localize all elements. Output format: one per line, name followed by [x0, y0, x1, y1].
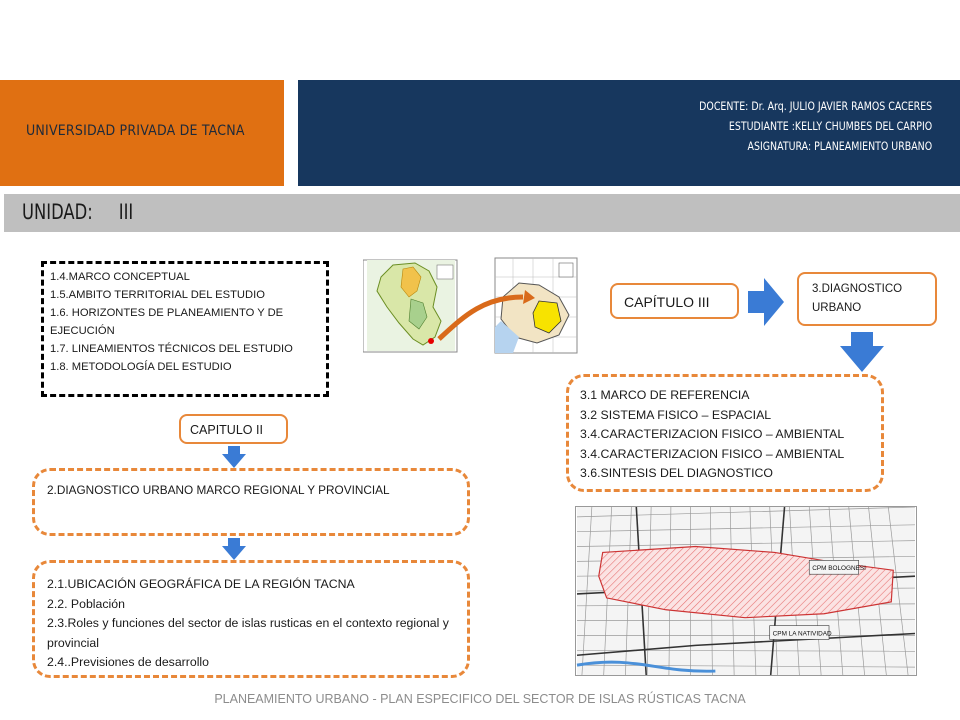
chapter1-item: 1.5.AMBITO TERRITORIAL DEL ESTUDIO [50, 289, 265, 301]
chapter1-topics-box [41, 261, 329, 397]
chapter3-item: 3.1 MARCO DE REFERENCIA [580, 388, 750, 402]
footer-text: PLANEAMIENTO URBANO - PLAN ESPECIFICO DEL SECTOR DE ISLAS RÚSTICAS TACNA [214, 692, 746, 706]
arrow-down-icon [222, 446, 246, 468]
urban-map-label: CPM LA NATIVIDAD [772, 630, 832, 638]
chapter3-item: 3.4.CARACTERIZACION FISICO – AMBIENTAL [580, 427, 845, 442]
chapter1-item: 1.4.MARCO CONCEPTUAL [50, 271, 190, 283]
university-name: UNIVERSIDAD PRIVADA DE TACNA [26, 123, 245, 139]
arrow-down-icon [222, 538, 246, 560]
chapter2-label: CAPITULO II [179, 414, 288, 444]
arrow-down-icon [840, 332, 884, 372]
chapter3-item: 3.2 SISTEMA FISICO – ESPACIAL [580, 407, 772, 422]
chapter3-topics-box [566, 374, 884, 492]
chapter3-label: CAPÍTULO III [610, 283, 739, 319]
course-info-banner [298, 80, 960, 186]
docente-line: DOCENTE: Dr. Arq. JULIO JAVIER RAMOS CACERES [698, 99, 932, 113]
chapter2-topics-box [32, 560, 470, 678]
estudiante-line: ESTUDIANTE :KELLY CHUMBES DEL CARPIO [728, 119, 932, 133]
chapter1-item: 1.7. LINEAMIENTOS TÉCNICOS DEL ESTUDIO [50, 343, 293, 355]
chapter1-item: 1.8. METODOLOGÍA DEL ESTUDIO [50, 361, 232, 373]
urban-sector-map [575, 506, 917, 676]
chapter1-item: 1.6. HORIZONTES DE PLANEAMIENTO Y DE EJECUCIÓN [50, 307, 284, 337]
regional-diagnosis-box [32, 468, 470, 536]
regional-diagnosis-text: 2.DIAGNOSTICO URBANO MARCO REGIONAL Y PROVINCIAL [47, 483, 390, 497]
chapter2-item: 2.2. Población [47, 596, 125, 611]
chapter3-item: 3.4.CARACTERIZACION FISICO – AMBIENTAL [580, 446, 845, 461]
unit-bar [4, 194, 960, 232]
peru-location-map [363, 257, 579, 355]
chapter2-item: 2.3.Roles y funciones del sector de islas rusticas en el contexto regional y provincial [47, 616, 449, 650]
chapter3-item: 3.6.SINTESIS DEL DIAGNOSTICO [580, 466, 773, 481]
unit-label: UNIDAD: III [22, 200, 134, 224]
university-banner [0, 80, 284, 186]
arrow-right-icon [748, 278, 784, 326]
urban-diagnosis-line: URBANO [812, 302, 862, 314]
urban-map-label: CPM BOLOGNESI [812, 565, 866, 573]
urban-diagnosis-line: 3.DIAGNOSTICO [812, 283, 903, 295]
course-info [699, 96, 932, 156]
urban-diagnosis-label [797, 272, 937, 326]
chapter2-item: 2.4..Previsiones de desarrollo [47, 655, 209, 670]
asignatura-line: ASIGNATURA: PLANEAMIENTO URBANO [747, 139, 932, 153]
chapter2-item: 2.1.UBICACIÓN GEOGRÁFICA DE LA REGIÓN TACNA [47, 577, 355, 591]
